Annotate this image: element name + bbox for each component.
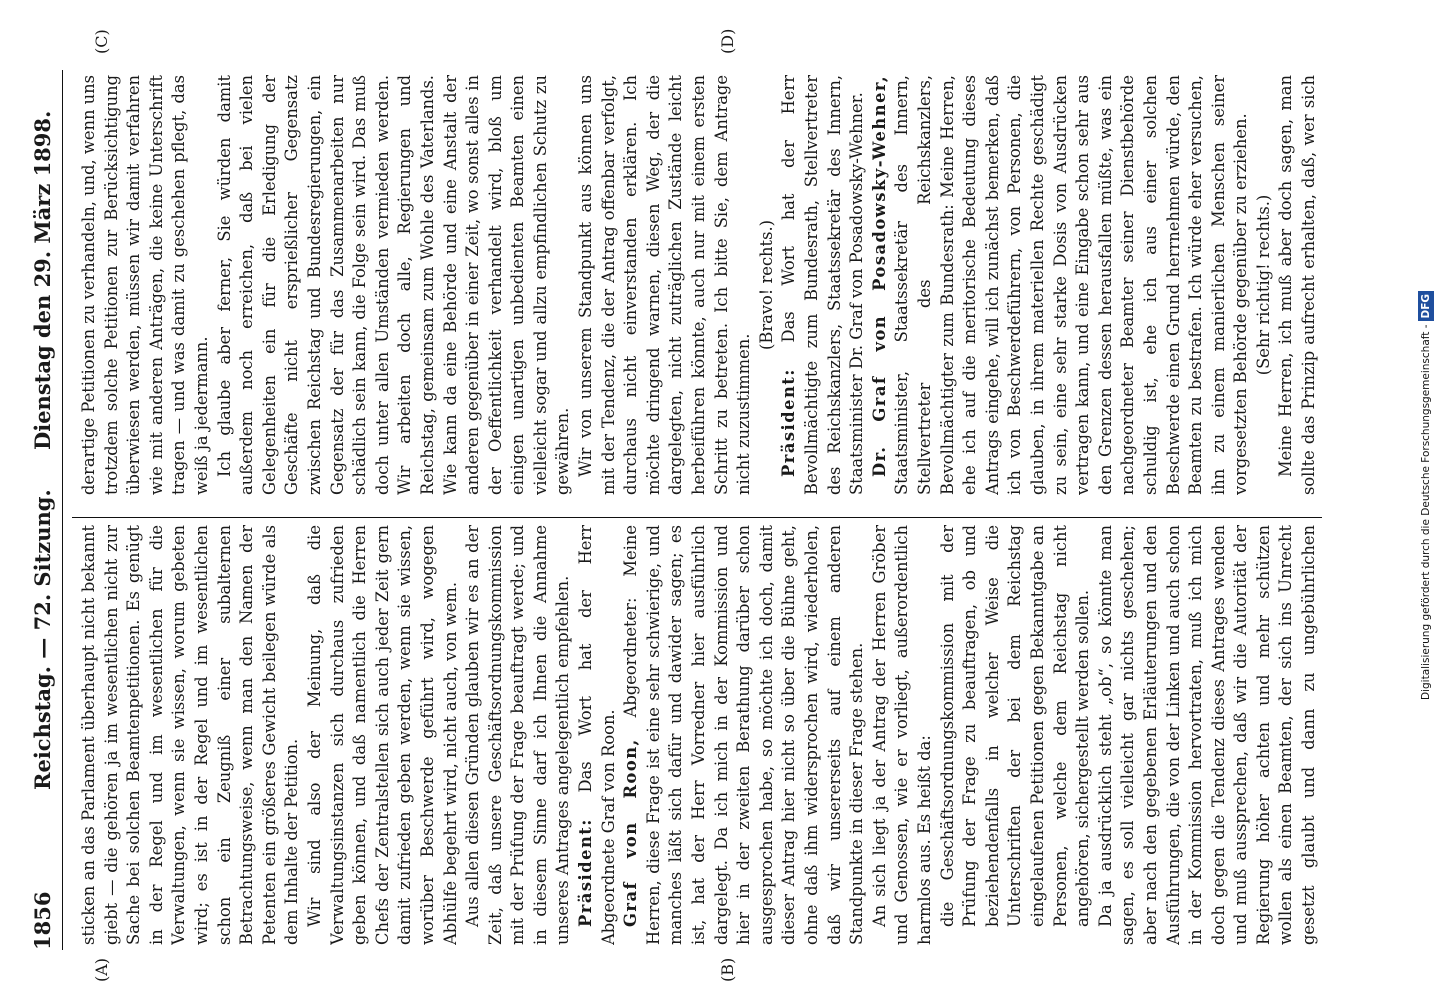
speaker-paragraph xyxy=(869,75,1253,495)
header-left-title: Reichstag. — 72. Sitzung. xyxy=(30,489,55,790)
page-header xyxy=(22,70,63,950)
paragraph: An sich liegt ja der Antrag der Herren Gröber und Genossen, wie er vorliegt, außerordentlich harmlos aus. Es heißt da: xyxy=(869,525,934,945)
speech-text: Das Wort hat der Herr Abgeordnete Graf von Roon. xyxy=(576,525,618,945)
column-divider xyxy=(72,517,1322,518)
interjection: (Sehr richtig! rechts.) xyxy=(1253,194,1273,376)
digitization-note xyxy=(1418,8,1434,700)
paragraph: Ich glaube aber ferner, Sie würden damit außerdem noch erreichen, daß bei vielen Gelegenheiten ein für die Erledigung der Geschäfte nicht ersprießlicher Gegensatz zwischen Reichstag und Bundesregierungen, ein Gegensatz der für das Zusammenarbeiten nur schädlich sein kann, die Folge sein wird. Das muß doch unter allen Umständen vermieden werden. Wir arbeiten doch alle, Regierungen und Reichstag, gemeinsam zum Wohle des Vaterlands. Wie kann da eine Behörde und eine Anstalt der anderen gegenüber in einer Zeit, wo sonst alles in der Oeffentlichkeit verhandelt wird, bloß um einigen unartigen unbedienten Beamten einen vielleicht sogar und allzu empfindlichen Schutz zu gewähren. xyxy=(214,75,573,495)
speaker-paragraph xyxy=(620,525,869,945)
quoted-motion: die Geschäftsordnungskommission mit der Prüfung der Frage zu beauftragen, ob und beziehendenfalls in welcher Weise die Unterschriften der bei dem Reichstag eingelaufenen Petitionen gegen Bekanntgabe an Personen, welche dem Reichstag nicht angehören, sichergestellt werden sollen. xyxy=(937,525,1093,927)
speech-text: Staatsminister, Staatssekretär des Innern, Stellvertreter des Reichskanzlers, Bevollmächtigter zum Bundesrath: Meine Herren, ehe ich auf die meritorische Bedeutung dieses Antrags eingehe, will ich zunächst bemerken, daß ich von Beschwerdeführern, von Personen, die glauben, in ihrem materiellen Rechte geschädigt zu sein, eine sehr starke Dosis von Ausdrücken vertragen kann, und eine Eingabe schon sehr aus den Grenzen dessen herausfallen müßte, was ein nachgeordneter Beamter seiner Dienstbehörde schuldig ist, ehe ich aus einer solchen Beschwerde einen Grund herrnehmen würde, den Beamten zu bestrafen. Ich würde eher versuchen, ihn zu einem manierlichen Menschen seiner vorgesetzten Behörde gegenüber zu erziehen. xyxy=(892,75,1251,495)
paragraph: Wir von unserem Standpunkt aus können uns mit der Tendenz, die der Antrag offenbar verfolgt, durchaus nicht einverstanden erklären. Ich möchte dringend warnen, diesen Weg, der die dargelegten, nicht zuträglichen Zustände leicht herbeiführen könnte, auch nur mit einem ersten Schritt zu betreten. Ich bitte Sie, dem Antrage nicht zuzustimmen. xyxy=(576,75,754,495)
speaker-name: Präsident: xyxy=(779,368,799,477)
left-text-column xyxy=(78,525,1318,945)
margin-mark-a: (A) xyxy=(92,957,111,982)
speaker-paragraph xyxy=(778,75,868,495)
dfg-logo: DFG xyxy=(1418,291,1434,322)
digitization-note-text: Digitalisierung gefördert durch die Deutsche Forschungsgemeinschaft - xyxy=(1420,324,1432,700)
speaker-name: Präsident: xyxy=(576,818,596,927)
paragraph: Meine Herren, ich muß aber doch sagen, man sollte das Prinzip aufrecht erhalten, daß, wer sich xyxy=(1276,75,1318,495)
speech-text: Abgeordneter: Meine Herren, diese Frage ist eine sehr schwierige, und manches läßt sich dafür und dawider sagen; es ist, hat der Herr Vorredner hier ausführlich dargelegt. Da ich mich in der Kommission und hier in der zweiten Berathung darüber schon ausgesprochen habe, so möchte ich doch, damit dieser Antrag hier nicht so über die Bühne geht, ohne daß ihm widersprochen wird, wiederholen, daß wir unsererseits auf einem anderen Standpunkte in dieser Frage stehen. xyxy=(621,525,867,945)
header-right-title: Dienstag den 29. März 1898. xyxy=(30,110,55,450)
paragraph: Wir sind also der Meinung, daß die Verwaltungsinstanzen sich durchaus zufrieden geben können, und daß namentlich die Herren Chefs der Zentralstellen sich auch jeder Zeit gern damit zufrieden geben werden, wenn sie wissen, worüber Beschwerde geführt wird, wogegen Abhülfe begehrt wird, nicht auch, von wem. xyxy=(304,525,460,945)
right-text-column xyxy=(78,75,1318,495)
paragraph: Aus allen diesen Gründen glauben wir es an der Zeit, daß unsere Geschäftsordnungskommission mit der Prüfung der Frage beauftragt werde; und in diesem Sinne darf ich Ihnen die Annahme unseres Antrages angelegentlich empfehlen. xyxy=(463,525,573,945)
interjection: (Bravo! rechts.) xyxy=(756,220,776,350)
speaker-name: Dr. Graf von Posadowsky-Wehner, xyxy=(869,75,889,477)
margin-mark-d: (D) xyxy=(718,28,737,54)
margin-mark-c: (C) xyxy=(92,29,111,54)
paragraph: derartige Petitionen zu verhandeln, und, wenn uns trotzdem solche Petitionen zur Berücksichtigung überwiesen werden, müssen wir damit verfahren wie mit anderen Anträgen, die keine Unterschrift tragen — und was damit zu geschehen pflegt, das weiß ja jedermann. xyxy=(79,75,211,495)
margin-mark-b: (B) xyxy=(718,957,737,982)
page-number: 1856 xyxy=(30,891,55,950)
speaker-paragraph xyxy=(575,525,620,945)
paragraph: Da ja ausdrücklich steht „ob“, so könnte man sagen, es soll vielleicht gar nichts geschehen; aber nach den gegebenen Erläuterungen und den Ausführungen, die von der Linken und auch schon in der Kommission hervortraten, muß ich mich doch gegen die Tendenz dieses Antrages wenden und muß aussprechen, daß wir die Autorität der Regierung höher achten und mehr schützen wollen als einen Beamten, der sich ins Unrecht gesetzt glaubt und dann zu ungebührlichen xyxy=(1095,525,1318,945)
paragraph: sticken an das Parlament überhaupt nicht bekannt giebt — die gehören ja im wesentlichen nicht zur Sache bei solchen Beamtenpetitionen. Es genügt in der Regel und im wesentlichen für die Verwaltungen, wenn sie wissen, worum gebeten wird; es ist in der Regel und im wesentlichen schon ein Zeugniß einer subalternen Betrachtungsweise, wenn man den Namen der Petenten ein größeres Gewicht beilegen würde als dem Inhalte der Petition. xyxy=(79,525,302,945)
speaker-name: Graf von Roon, xyxy=(621,738,641,927)
speech-text: Das Wort hat der Herr Bevollmächtigte zum Bundesrath, Stellvertreter des Reichskanzlers, Staatssekretär des Innern, Staatsminister Dr. Graf von Posadowsky-Wehner. xyxy=(779,75,867,495)
